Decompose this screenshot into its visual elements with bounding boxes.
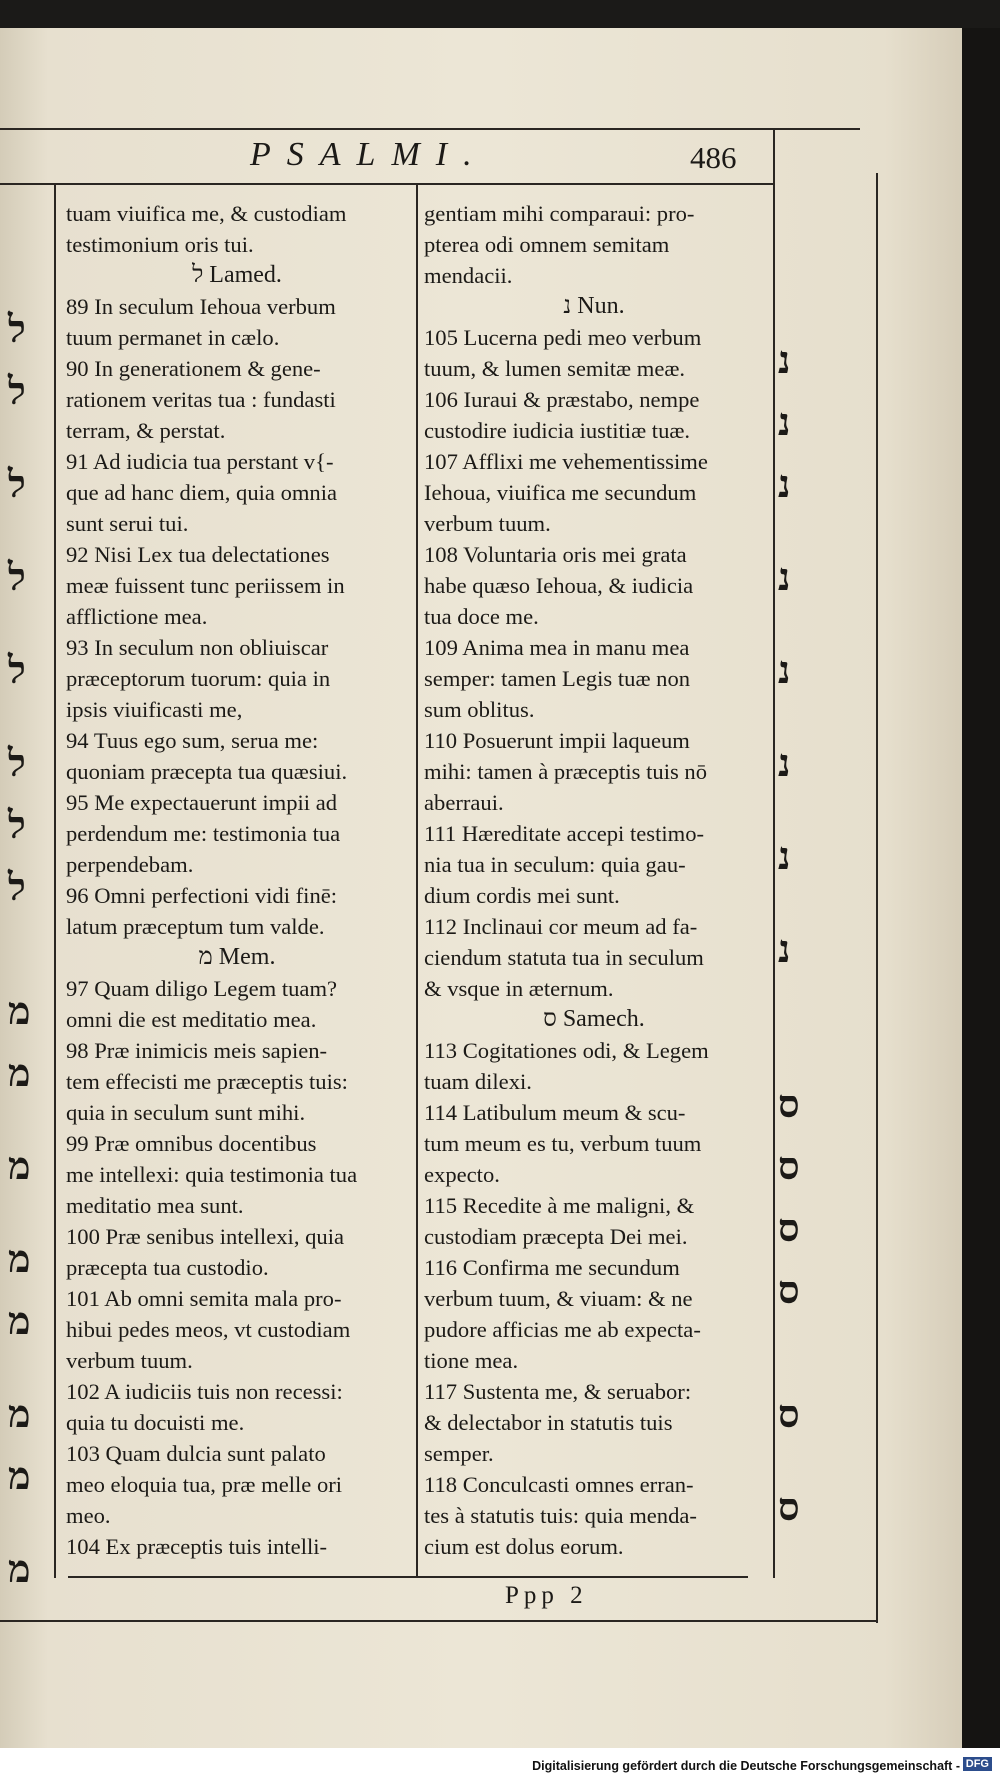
margin-nun-letter: נ [778, 647, 791, 692]
center-column-rule [416, 183, 418, 1578]
margin-mem-letter: מ [8, 1453, 31, 1498]
verse-line: aberraui. [424, 790, 504, 815]
verse-line: perdendum me: testimonia tua [66, 821, 341, 846]
margin-lamed-letter: ל [8, 554, 26, 599]
margin-lamed-letter: ל [8, 306, 26, 351]
margin-samech-letter: ס [778, 1081, 800, 1126]
verse-line: 93 In seculum non obliuiscar [66, 635, 329, 660]
verse-line: 118 Conculcasti omnes erran- [424, 1472, 694, 1497]
verse-line: 104 Ex præceptis tuis intelli- [66, 1534, 328, 1559]
margin-samech-letter: ס [778, 1391, 800, 1436]
margin-lamed-letter: ל [8, 802, 26, 847]
verse-line: 117 Sustenta me, & seruabor: [424, 1379, 692, 1404]
scanned-page [0, 28, 962, 1748]
verse-line: verbum tuum. [66, 1348, 193, 1373]
verse-line: pudore afficias me ab expecta- [424, 1317, 701, 1342]
verse-line: mihi: tamen à præceptis tuis nō [424, 759, 708, 784]
verse-line: 103 Quam dulcia sunt palato [66, 1441, 326, 1466]
verse-line: 90 In generationem & gene- [66, 356, 321, 381]
margin-lamed-letter: ל [8, 740, 26, 785]
verse-line: 107 Afflixi me vehementissime [424, 449, 708, 474]
section-heading: ס Samech. [543, 1006, 645, 1032]
verse-line: tem effecisti me præceptis tuis: [66, 1069, 348, 1094]
margin-nun-letter: נ [778, 399, 791, 444]
running-title: PSALMI. [250, 136, 488, 173]
page-number: 486 [690, 140, 737, 175]
section-heading: מ Mem. [198, 944, 276, 970]
verse-line: tuum, & lumen semitæ meæ. [424, 356, 686, 381]
margin-lamed-letter: ל [8, 461, 26, 506]
verse-line: 114 Latibulum meum & scu- [424, 1100, 686, 1125]
verse-line: 95 Me expectauerunt impii ad [66, 790, 338, 815]
verse-line: 115 Recedite à me maligni, & [424, 1193, 695, 1218]
page-bottom-rule [0, 1620, 878, 1622]
verse-line: tum meum es tu, verbum tuum [424, 1131, 702, 1156]
margin-nun-letter: נ [778, 833, 791, 878]
verse-line: 98 Præ inimicis meis sapien- [66, 1038, 328, 1063]
verse-line: quia tu docuisti me. [66, 1410, 245, 1435]
verse-line: 101 Ab omni semita mala pro- [66, 1286, 342, 1311]
verse-line: perpendebam. [66, 852, 194, 877]
margin-lamed-letter: ל [8, 647, 26, 692]
margin-mem-letter: מ [8, 1236, 31, 1281]
margin-mem-letter: מ [8, 1391, 31, 1436]
footer-credit: Digitalisierung gefördert durch die Deutsche Forschungsgemeinschaft - [532, 1759, 960, 1773]
verse-line: 116 Confirma me secundum [424, 1255, 680, 1280]
bottom-rule [68, 1576, 748, 1578]
verse-line: Iehoua, viuifica me secundum [424, 480, 697, 505]
margin-nun-letter: נ [778, 554, 791, 599]
verse-line: 112 Inclinaui cor meum ad fa- [424, 914, 698, 939]
verse-line: me intellexi: quia testimonia tua [66, 1162, 358, 1187]
verse-line: 97 Quam diligo Legem tuam? [66, 976, 338, 1001]
verse-line: rationem veritas tua : fundasti [66, 387, 336, 412]
margin-samech-letter: ס [778, 1484, 800, 1529]
scan-border [962, 28, 1000, 1748]
verse-line: 113 Cogitationes odi, & Legem [424, 1038, 709, 1063]
verse-line: 105 Lucerna pedi meo verbum [424, 325, 702, 350]
verse-line: verbum tuum, & viuam: & ne [424, 1286, 693, 1311]
verse-line: 89 In seculum Iehoua verbum [66, 294, 336, 319]
verse-line: semper. [424, 1441, 494, 1466]
verse-line: tuam viuifica me, & custodiam [66, 201, 347, 226]
verse-line: 102 A iudiciis tuis non recessi: [66, 1379, 343, 1404]
verse-line: meditatio mea sunt. [66, 1193, 244, 1218]
verse-line: custodire iudicia iustitiæ tuæ. [424, 418, 691, 443]
margin-mem-letter: מ [8, 1050, 31, 1095]
verse-line: nia tua in seculum: quia gau- [424, 852, 686, 877]
section-heading: ל Lamed. [192, 262, 282, 288]
right-column-rule [773, 128, 775, 1578]
verse-line: tes à statutis tuis: quia menda- [424, 1503, 697, 1528]
verse-line: 94 Tuus ego sum, serua me: [66, 728, 319, 753]
verse-line: quoniam præcepta tua quæsiui. [66, 759, 348, 784]
margin-lamed-letter: ל [8, 864, 26, 909]
margin-nun-letter: נ [778, 740, 791, 785]
verse-line: habe quæso Iehoua, & iudicia [424, 573, 694, 598]
verse-line: præcepta tua custodio. [66, 1255, 269, 1280]
verse-line: semper: tamen Legis tuæ non [424, 666, 691, 691]
verse-line: tua doce me. [424, 604, 539, 629]
margin-mem-letter: מ [8, 1143, 31, 1188]
verse-line: sum oblitus. [424, 697, 535, 722]
verse-line: ipsis viuificasti me, [66, 697, 243, 722]
verse-line: meo eloquia tua, præ melle ori [66, 1472, 343, 1497]
verse-line: gentiam mihi comparaui: pro- [424, 201, 695, 226]
verse-line: dium cordis mei sunt. [424, 883, 620, 908]
verse-line: 91 Ad iudicia tua perstant v{- [66, 449, 334, 474]
margin-mem-letter: מ [8, 988, 31, 1033]
verse-line: 92 Nisi Lex tua delectationes [66, 542, 330, 567]
margin-nun-letter: נ [778, 337, 791, 382]
verse-line: 106 Iuraui & præstabo, nempe [424, 387, 700, 412]
verse-line: cium est dolus eorum. [424, 1534, 624, 1559]
verse-line: meæ fuissent tunc periissem in [66, 573, 345, 598]
margin-samech-letter: ס [778, 1143, 800, 1188]
verse-line: 111 Hæreditate accepi testimo- [424, 821, 705, 846]
verse-line: 108 Voluntaria oris mei grata [424, 542, 687, 567]
verse-line: que ad hanc diem, quia omnia [66, 480, 338, 505]
verse-line: latum præceptum tum valde. [66, 914, 325, 939]
verse-line: 110 Posuerunt impii laqueum [424, 728, 690, 753]
verse-line: præceptorum tuorum: quia in [66, 666, 331, 691]
verse-line: testimonium oris tui. [66, 232, 254, 257]
left-column-rule [54, 183, 56, 1578]
verse-line: afflictione mea. [66, 604, 208, 629]
verse-line: 96 Omni perfectioni vidi finē: [66, 883, 338, 908]
verse-line: meo. [66, 1503, 111, 1528]
left-text-column [66, 198, 408, 1562]
verse-line: quia in seculum sunt mihi. [66, 1100, 306, 1125]
verse-line: tione mea. [424, 1348, 519, 1373]
margin-samech-letter: ס [778, 1205, 800, 1250]
verse-line: & delectabor in statutis tuis [424, 1410, 673, 1435]
margin-nun-letter: נ [778, 926, 791, 971]
verse-line: terram, & perstat. [66, 418, 226, 443]
verse-line: hibui pedes meos, vt custodiam [66, 1317, 351, 1342]
verse-line: & vsque in æternum. [424, 976, 614, 1001]
verse-line: pterea odi omnem semitam [424, 232, 670, 257]
outer-right-rule [876, 173, 878, 1623]
margin-lamed-letter: ל [8, 368, 26, 413]
top-rule [0, 128, 860, 130]
section-heading: נ Nun. [563, 293, 625, 319]
margin-mem-letter: מ [8, 1546, 31, 1591]
verse-line: mendacii. [424, 263, 513, 288]
digitization-footer [0, 1748, 1000, 1787]
right-text-column [424, 198, 764, 1562]
verse-line: tuum permanet in cælo. [66, 325, 280, 350]
verse-line: 109 Anima mea in manu mea [424, 635, 690, 660]
verse-line: expecto. [424, 1162, 500, 1187]
verse-line: omni die est meditatio mea. [66, 1007, 317, 1032]
verse-line: custodiam præcepta Dei mei. [424, 1224, 688, 1249]
margin-mem-letter: מ [8, 1298, 31, 1343]
verse-line: 99 Præ omnibus docentibus [66, 1131, 317, 1156]
verse-line: verbum tuum. [424, 511, 551, 536]
verse-line: sunt serui tui. [66, 511, 189, 536]
signature-mark: Ppp 2 [505, 1582, 588, 1609]
verse-line: tuam dilexi. [424, 1069, 532, 1094]
verse-line: 100 Præ senibus intellexi, quia [66, 1224, 345, 1249]
dfg-logo: DFG [963, 1757, 992, 1771]
header-rule [0, 183, 775, 185]
margin-samech-letter: ס [778, 1267, 800, 1312]
margin-nun-letter: נ [778, 461, 791, 506]
verse-line: ciendum statuta tua in seculum [424, 945, 704, 970]
